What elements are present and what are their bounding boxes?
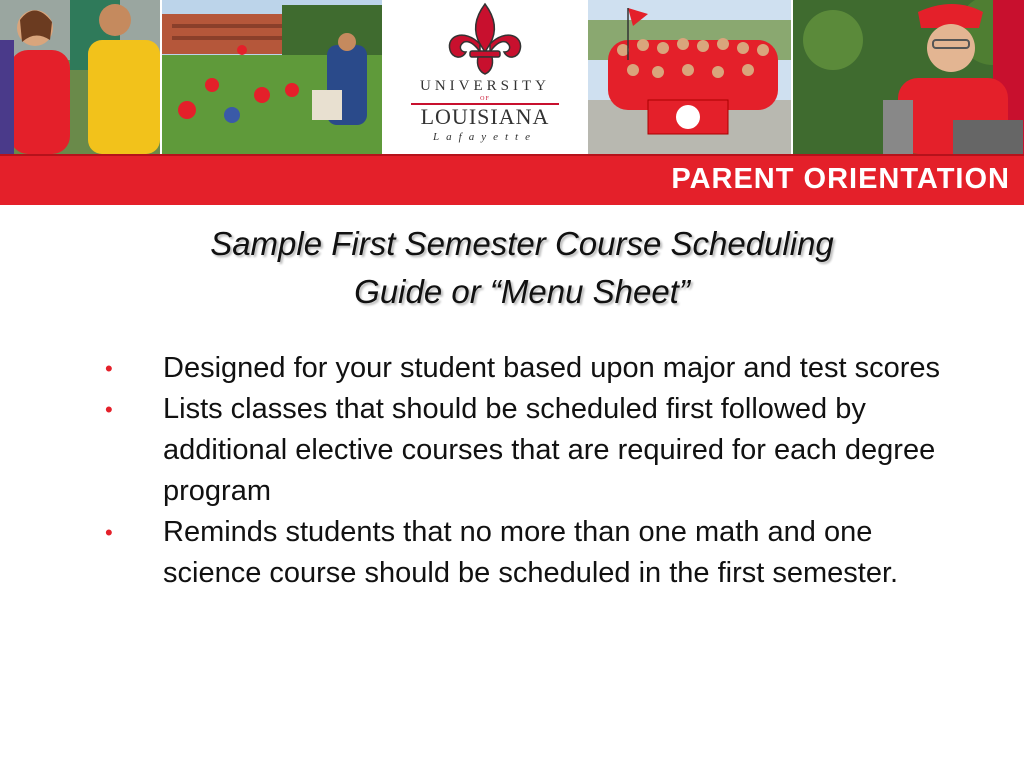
banner-stripe — [0, 154, 1024, 156]
slide-title — [100, 220, 944, 316]
students-cheering-photo — [0, 0, 160, 154]
logo-louisiana-text: LOUISIANA — [420, 104, 550, 129]
list-item — [100, 512, 970, 594]
banner-title: PARENT ORIENTATION — [671, 163, 1010, 195]
list-item — [100, 348, 970, 389]
slide-title-line-1: Sample First Semester Course Scheduling — [210, 225, 834, 262]
bullet-text: Lists classes that should be scheduled first followed by additional elective courses that are required for each degree program — [163, 393, 936, 507]
fleur-de-lis-icon — [384, 0, 586, 80]
bullet-marker: • — [105, 520, 113, 545]
logo-university-text: UNIVERSITY — [420, 78, 550, 94]
bullet-text: Designed for your student based upon major and test scores — [163, 352, 941, 384]
slide-title-line-2: Guide or “Menu Sheet” — [354, 273, 690, 310]
logo-of-text: OF — [480, 96, 490, 102]
list-item — [100, 389, 970, 512]
smiling-fan-photo — [793, 0, 1024, 154]
header-banner — [0, 0, 1024, 205]
bullet-marker: • — [105, 356, 113, 381]
bullet-text: Reminds students that no more than one math and one science course should be scheduled in the first semester. — [163, 516, 899, 589]
group-with-flag-photo — [588, 0, 791, 154]
logo-lafayette-text: Lafayette — [433, 131, 537, 143]
university-logo — [384, 0, 586, 154]
photo-strip — [0, 0, 1024, 154]
bullet-list — [100, 348, 970, 594]
students-on-lawn-photo — [162, 0, 382, 154]
banner-red-band — [0, 154, 1024, 205]
bullet-marker: • — [105, 397, 113, 422]
